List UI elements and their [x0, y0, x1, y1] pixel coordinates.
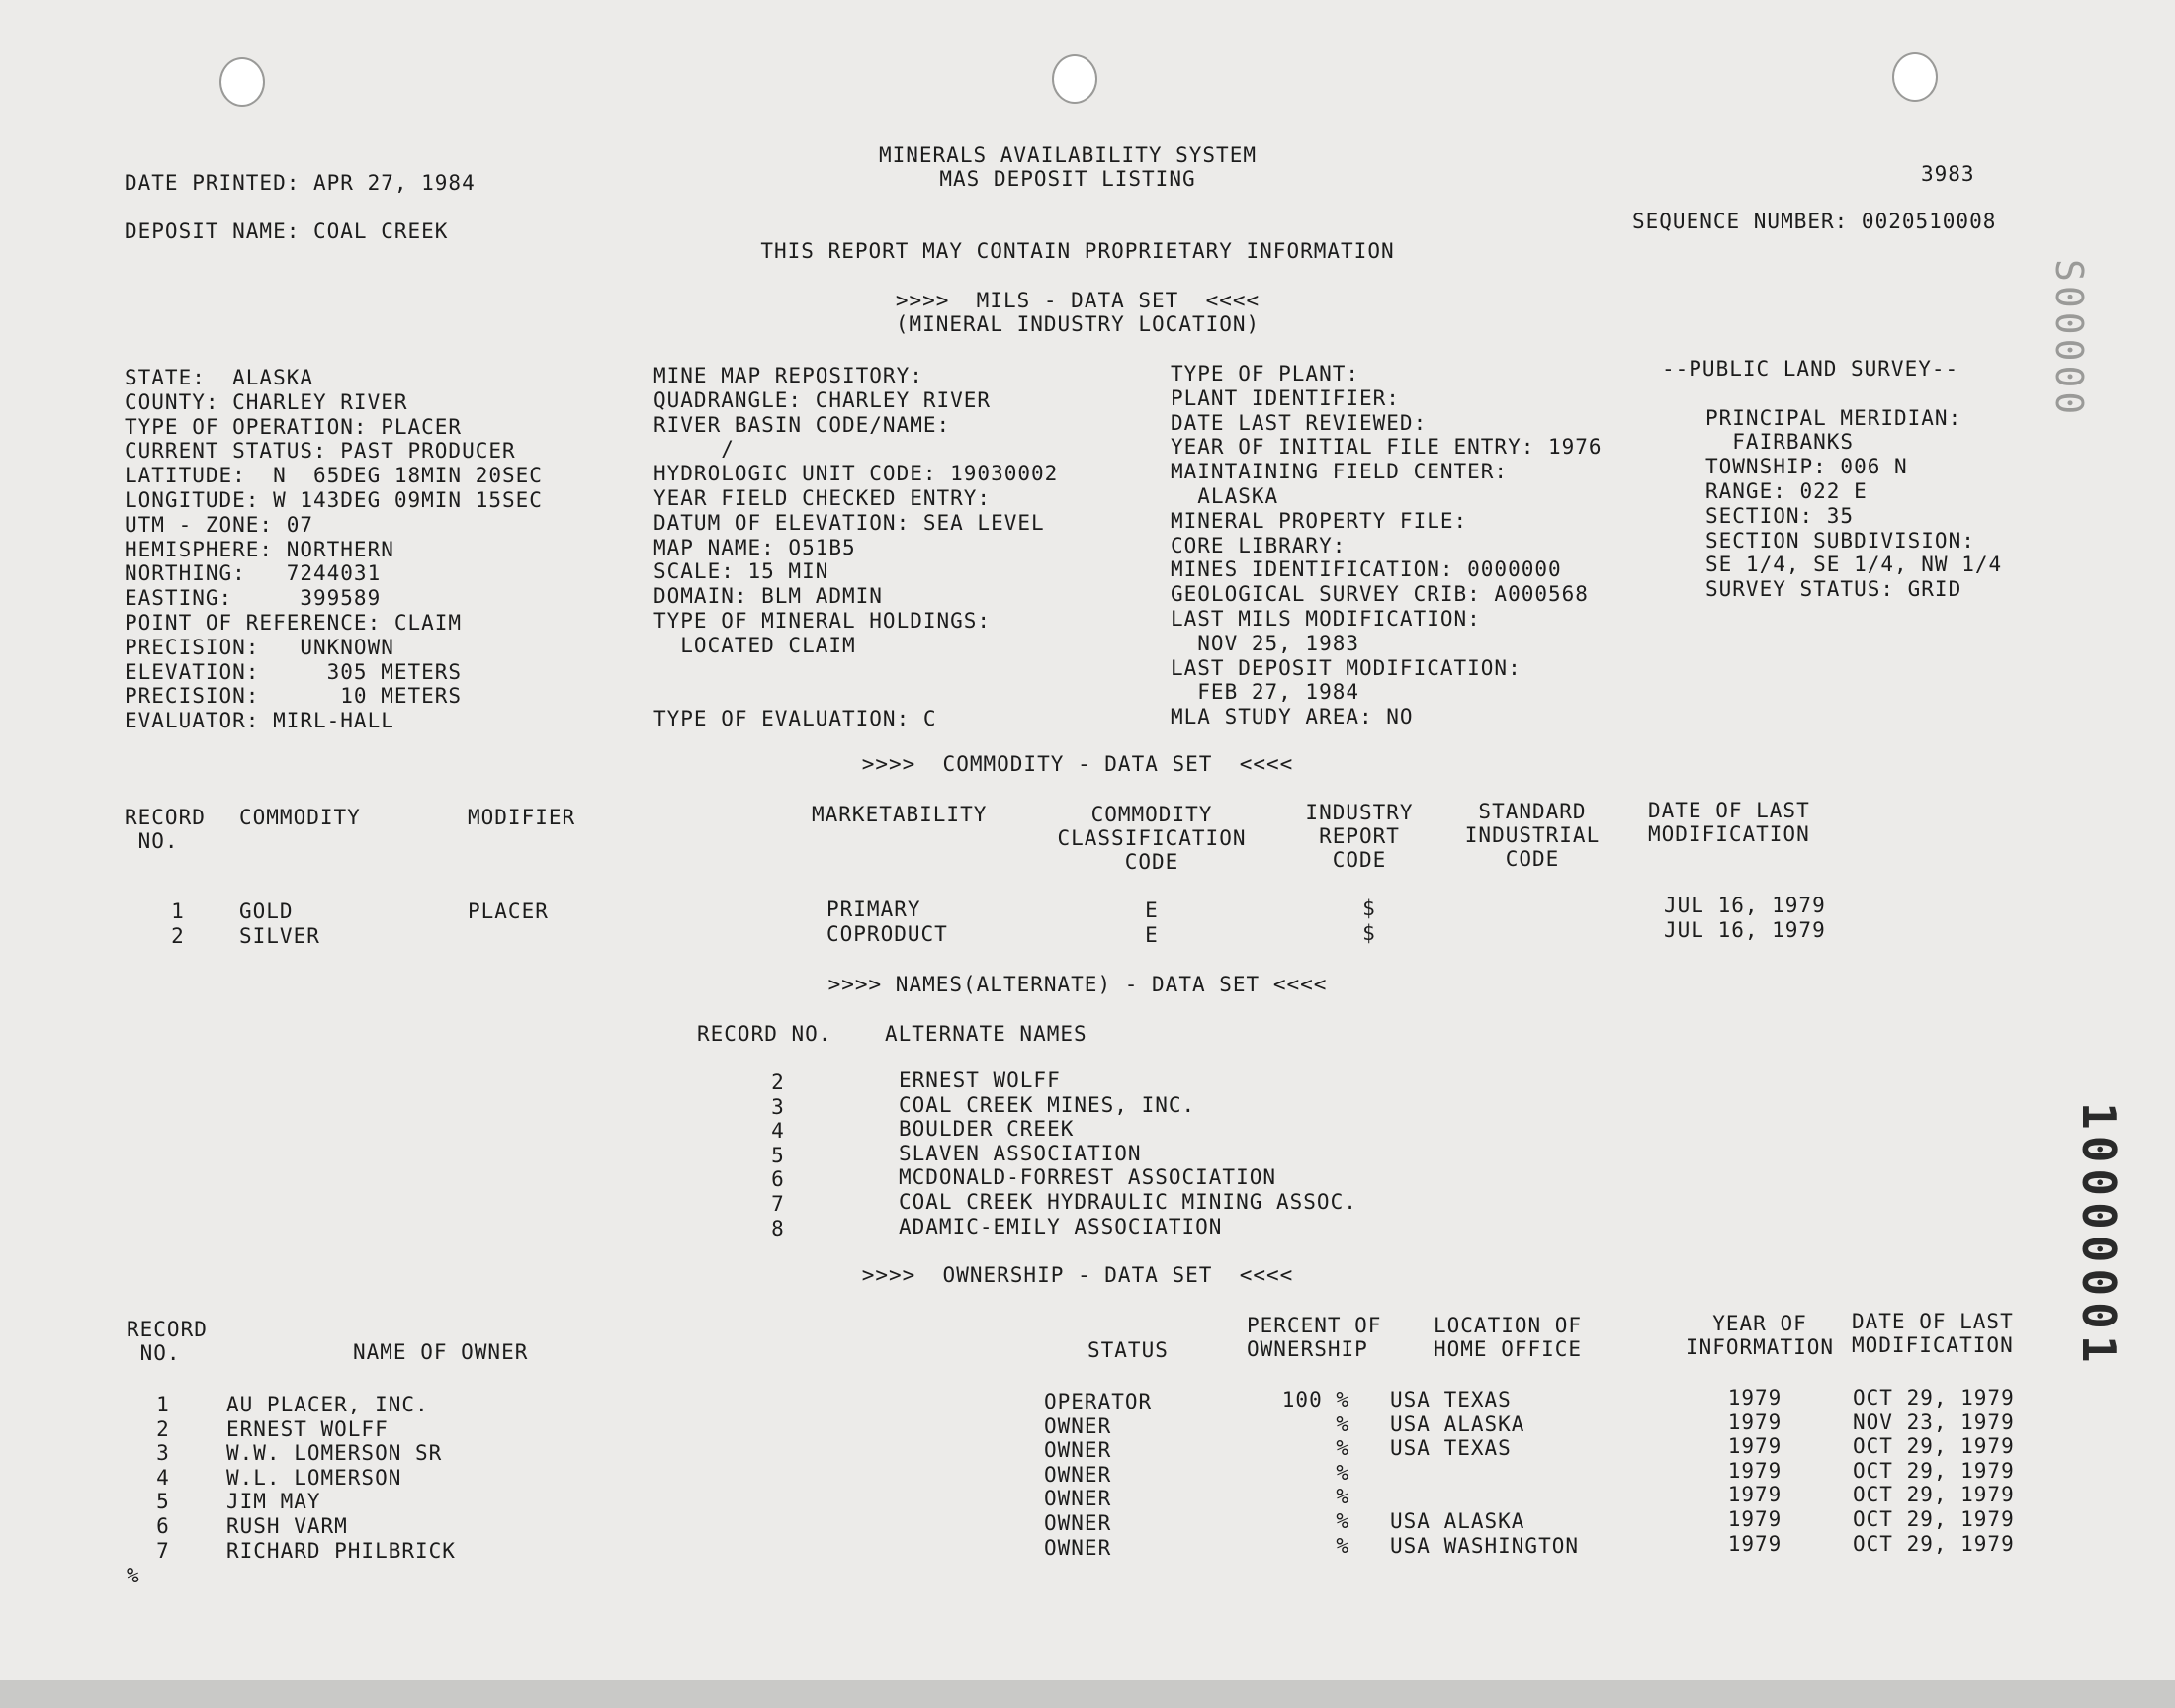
owner-status: OWNER: [1044, 1414, 1112, 1438]
owner-percent: %: [1336, 1509, 1349, 1533]
commodity-header-industry: INDUSTRY REPORT CODE: [1305, 801, 1414, 872]
mils-field: TYPE OF PLANT:: [1171, 362, 1360, 385]
owner-year-of-information: 1979: [1727, 1483, 1783, 1506]
mils-field: --PUBLIC LAND SURVEY--: [1662, 357, 1959, 381]
mils-field: PRINCIPAL MERIDIAN:: [1705, 406, 1962, 430]
mils-field: CURRENT STATUS: PAST PRODUCER: [125, 439, 516, 463]
owner-home-office: USA WASHINGTON: [1390, 1534, 1580, 1558]
owner-home-office: USA ALASKA: [1390, 1509, 1525, 1533]
owner-status: OWNER: [1044, 1487, 1112, 1510]
commodity-industry-code: $: [1362, 921, 1376, 945]
owner-percent: %: [1336, 1436, 1349, 1460]
owner-home-office: USA ALASKA: [1390, 1412, 1525, 1436]
owner-date-of-last-modification: OCT 29, 1979: [1853, 1386, 2015, 1409]
commodity-record-no: 2: [171, 924, 185, 948]
owner-record-no: 3: [156, 1441, 170, 1465]
mils-field: LONGITUDE: W 143DEG 09MIN 15SEC: [125, 488, 543, 512]
commodity-marketability: COPRODUCT: [826, 922, 948, 946]
alternate-name-record-no: 4: [771, 1119, 785, 1143]
commodity-header-date: DATE OF LAST MODIFICATION: [1648, 799, 1810, 846]
mils-field: FAIRBANKS: [1705, 430, 1855, 454]
owner-year-of-information: 1979: [1727, 1386, 1783, 1409]
commodity-modifier: PLACER: [468, 899, 549, 923]
mils-field: DATE LAST REVIEWED:: [1171, 411, 1428, 435]
ownership-header-name: NAME OF OWNER: [353, 1340, 529, 1364]
owner-percent: %: [1336, 1461, 1349, 1485]
mils-field: LATITUDE: N 65DEG 18MIN 20SEC: [125, 464, 543, 487]
commodity-header-marketability: MARKETABILITY: [812, 803, 988, 826]
alternate-name-record-no: 7: [771, 1192, 785, 1216]
mils-field: SE 1/4, SE 1/4, NW 1/4: [1705, 553, 2003, 576]
mils-field: EVALUATOR: MIRL-HALL: [125, 709, 394, 732]
owner-year-of-information: 1979: [1727, 1434, 1783, 1458]
margin-stamp-upper: S00000: [2047, 259, 2091, 419]
mils-field: COUNTY: CHARLEY RIVER: [125, 390, 408, 414]
mils-field: MINES IDENTIFICATION: 0000000: [1171, 557, 1562, 581]
mils-field: RIVER BASIN CODE/NAME:: [653, 413, 951, 437]
commodity-date: JUL 16, 1979: [1664, 918, 1826, 942]
alternate-name-record-no: 5: [771, 1144, 785, 1167]
mils-field: LOCATED CLAIM: [653, 634, 856, 657]
owner-status: OWNER: [1044, 1536, 1112, 1560]
margin-stamp-lower: 10000001: [2072, 1102, 2126, 1369]
mils-field: SCALE: 15 MIN: [653, 559, 829, 583]
page-number: 3983: [1921, 162, 1975, 186]
owner-date-of-last-modification: NOV 23, 1979: [1853, 1410, 2015, 1434]
scan-bottom-edge: [0, 1680, 2175, 1708]
owner-record-no: 1: [156, 1393, 170, 1416]
mils-field: FEB 27, 1984: [1171, 680, 1360, 704]
owner-status: OWNER: [1044, 1438, 1112, 1462]
mils-field: MAP NAME: O51B5: [653, 536, 856, 559]
mils-field: LAST MILS MODIFICATION:: [1171, 607, 1481, 631]
commodity-header-commodity: COMMODITY: [239, 806, 361, 829]
owner-percent: %: [1336, 1485, 1349, 1508]
mils-field: ELEVATION: 305 METERS: [125, 660, 463, 684]
owner-year-of-information: 1979: [1727, 1507, 1783, 1531]
alternate-name: ADAMIC-EMILY ASSOCIATION: [899, 1215, 1223, 1238]
owner-status: OWNER: [1044, 1511, 1112, 1535]
mils-field: SURVEY STATUS: GRID: [1705, 577, 1962, 601]
owner-year-of-information: 1979: [1727, 1410, 1783, 1434]
system-title: MINERALS AVAILABILITY SYSTEM: [878, 143, 1257, 167]
footer-percent-mark: %: [127, 1564, 140, 1587]
owner-status: OWNER: [1044, 1463, 1112, 1487]
owner-home-office: USA TEXAS: [1390, 1436, 1512, 1460]
owner-date-of-last-modification: OCT 29, 1979: [1853, 1483, 2015, 1506]
owner-name: W.W. LOMERSON SR: [226, 1441, 443, 1465]
commodity-marketability: PRIMARY: [826, 897, 921, 921]
binder-hole-left: [219, 57, 265, 107]
mils-field: UTM - ZONE: 07: [125, 513, 314, 537]
owner-record-no: 5: [156, 1490, 170, 1513]
commodity-date: JUL 16, 1979: [1664, 894, 1826, 917]
mils-field: TYPE OF OPERATION: PLACER: [125, 415, 463, 439]
mils-field: TOWNSHIP: 006 N: [1705, 455, 1908, 478]
commodity-header-record: RECORD NO.: [125, 806, 206, 853]
commodity-title: >>>> COMMODITY - DATA SET <<<<: [861, 752, 1294, 776]
mils-field: ALASKA: [1171, 484, 1279, 508]
owner-date-of-last-modification: OCT 29, 1979: [1853, 1459, 2015, 1483]
names-title: >>>> NAMES(ALTERNATE) - DATA SET <<<<: [827, 973, 1328, 996]
alternate-name-record-no: 8: [771, 1217, 785, 1240]
owner-percent: %: [1336, 1534, 1349, 1558]
commodity-name: GOLD: [239, 899, 294, 923]
mils-field: DOMAIN: BLM ADMIN: [653, 584, 883, 608]
owner-record-no: 2: [156, 1417, 170, 1441]
date-printed: DATE PRINTED: APR 27, 1984: [125, 171, 476, 195]
mils-subtitle: (MINERAL INDUSTRY LOCATION): [895, 312, 1261, 336]
owner-name: JIM MAY: [226, 1490, 321, 1513]
ownership-header-percent: PERCENT OF OWNERSHIP: [1247, 1314, 1382, 1361]
owner-home-office: USA TEXAS: [1390, 1388, 1512, 1411]
owner-record-no: 4: [156, 1466, 170, 1490]
owner-status: OPERATOR: [1044, 1390, 1153, 1413]
names-header-record: RECORD NO.: [697, 1022, 832, 1046]
ownership-header-status: STATUS: [1088, 1338, 1169, 1362]
alternate-name-record-no: 6: [771, 1167, 785, 1191]
mils-field: MAINTAINING FIELD CENTER:: [1171, 460, 1509, 483]
mils-field: SECTION: 35: [1705, 504, 1855, 528]
owner-year-of-information: 1979: [1727, 1459, 1783, 1483]
mils-field: TYPE OF MINERAL HOLDINGS:: [653, 609, 992, 633]
mils-field: PLANT IDENTIFIER:: [1171, 386, 1400, 410]
owner-name: RUSH VARM: [226, 1514, 348, 1538]
names-header-names: ALTERNATE NAMES: [885, 1022, 1088, 1046]
commodity-name: SILVER: [239, 924, 320, 948]
mils-field: GEOLOGICAL SURVEY CRIB: A000568: [1171, 582, 1589, 606]
alternate-name: ERNEST WOLFF: [899, 1068, 1061, 1092]
mils-field: EASTING: 399589: [125, 586, 382, 610]
owner-percent: 100 %: [1281, 1388, 1349, 1411]
ownership-header-location: LOCATION OF HOME OFFICE: [1434, 1314, 1583, 1361]
alternate-name-record-no: 2: [771, 1070, 785, 1094]
mils-field: YEAR OF INITIAL FILE ENTRY: 1976: [1171, 435, 1603, 459]
commodity-classification-code: E: [1145, 898, 1159, 922]
owner-name: ERNEST WOLFF: [226, 1417, 389, 1441]
listing-title: MAS DEPOSIT LISTING: [939, 167, 1196, 191]
mils-field: NORTHING: 7244031: [125, 561, 382, 585]
ownership-title: >>>> OWNERSHIP - DATA SET <<<<: [861, 1263, 1294, 1287]
commodity-header-classification: COMMODITY CLASSIFICATION CODE: [1057, 803, 1247, 874]
commodity-classification-code: E: [1145, 923, 1159, 947]
alternate-name: MCDONALD-FORREST ASSOCIATION: [899, 1165, 1277, 1189]
mils-field: YEAR FIELD CHECKED ENTRY:: [653, 486, 992, 510]
alternate-name: SLAVEN ASSOCIATION: [899, 1142, 1142, 1165]
mils-field: DATUM OF ELEVATION: SEA LEVEL: [653, 511, 1045, 535]
mils-field: STATE: ALASKA: [125, 366, 314, 389]
commodity-header-modifier: MODIFIER: [468, 806, 576, 829]
mils-field: SECTION SUBDIVISION:: [1705, 529, 1975, 553]
owner-year-of-information: 1979: [1727, 1532, 1783, 1556]
ownership-header-record: RECORD NO.: [127, 1318, 208, 1365]
mils-field: MLA STUDY AREA: NO: [1171, 705, 1414, 728]
owner-date-of-last-modification: OCT 29, 1979: [1853, 1507, 2015, 1531]
owner-date-of-last-modification: OCT 29, 1979: [1853, 1532, 2015, 1556]
owner-name: RICHARD PHILBRICK: [226, 1539, 456, 1563]
binder-hole-right: [1892, 52, 1938, 102]
alternate-name: COAL CREEK MINES, INC.: [899, 1093, 1196, 1117]
mils-field: PRECISION: UNKNOWN: [125, 636, 394, 659]
mils-field: QUADRANGLE: CHARLEY RIVER: [653, 388, 992, 412]
mils-title: >>>> MILS - DATA SET <<<<: [895, 289, 1261, 312]
commodity-header-sic: STANDARD INDUSTRIAL CODE: [1464, 800, 1601, 871]
mils-field: PRECISION: 10 METERS: [125, 684, 463, 708]
owner-name: AU PLACER, INC.: [226, 1393, 429, 1416]
mils-field: POINT OF REFERENCE: CLAIM: [125, 611, 463, 635]
mils-field: HYDROLOGIC UNIT CODE: 19030002: [653, 462, 1059, 485]
mils-field: /: [653, 437, 735, 461]
mils-field: LAST DEPOSIT MODIFICATION:: [1171, 656, 1522, 680]
owner-date-of-last-modification: OCT 29, 1979: [1853, 1434, 2015, 1458]
ownership-header-year: YEAR OF INFORMATION: [1685, 1312, 1835, 1359]
owner-percent: %: [1336, 1412, 1349, 1436]
mils-field: TYPE OF EVALUATION: C: [653, 707, 937, 730]
mils-field: CORE LIBRARY:: [1171, 534, 1347, 557]
alternate-name-record-no: 3: [771, 1095, 785, 1119]
binder-hole-center: [1052, 54, 1097, 104]
owner-name: W.L. LOMERSON: [226, 1466, 402, 1490]
deposit-name: DEPOSIT NAME: COAL CREEK: [125, 219, 449, 243]
commodity-industry-code: $: [1362, 897, 1376, 920]
mils-field: HEMISPHERE: NORTHERN: [125, 538, 394, 561]
alternate-name: COAL CREEK HYDRAULIC MINING ASSOC.: [899, 1190, 1357, 1214]
mils-field: RANGE: 022 E: [1705, 479, 1868, 503]
mils-field: MINERAL PROPERTY FILE:: [1171, 509, 1468, 533]
sequence-number: SEQUENCE NUMBER: 0020510008: [1632, 210, 1997, 233]
owner-record-no: 7: [156, 1539, 170, 1563]
proprietary-notice: THIS REPORT MAY CONTAIN PROPRIETARY INFORMATION: [760, 239, 1395, 263]
alternate-name: BOULDER CREEK: [899, 1117, 1075, 1141]
mils-field: NOV 25, 1983: [1171, 632, 1360, 655]
ownership-header-date: DATE OF LAST MODIFICATION: [1852, 1310, 2014, 1357]
owner-record-no: 6: [156, 1514, 170, 1538]
commodity-record-no: 1: [171, 899, 185, 923]
mils-field: MINE MAP REPOSITORY:: [653, 364, 923, 387]
